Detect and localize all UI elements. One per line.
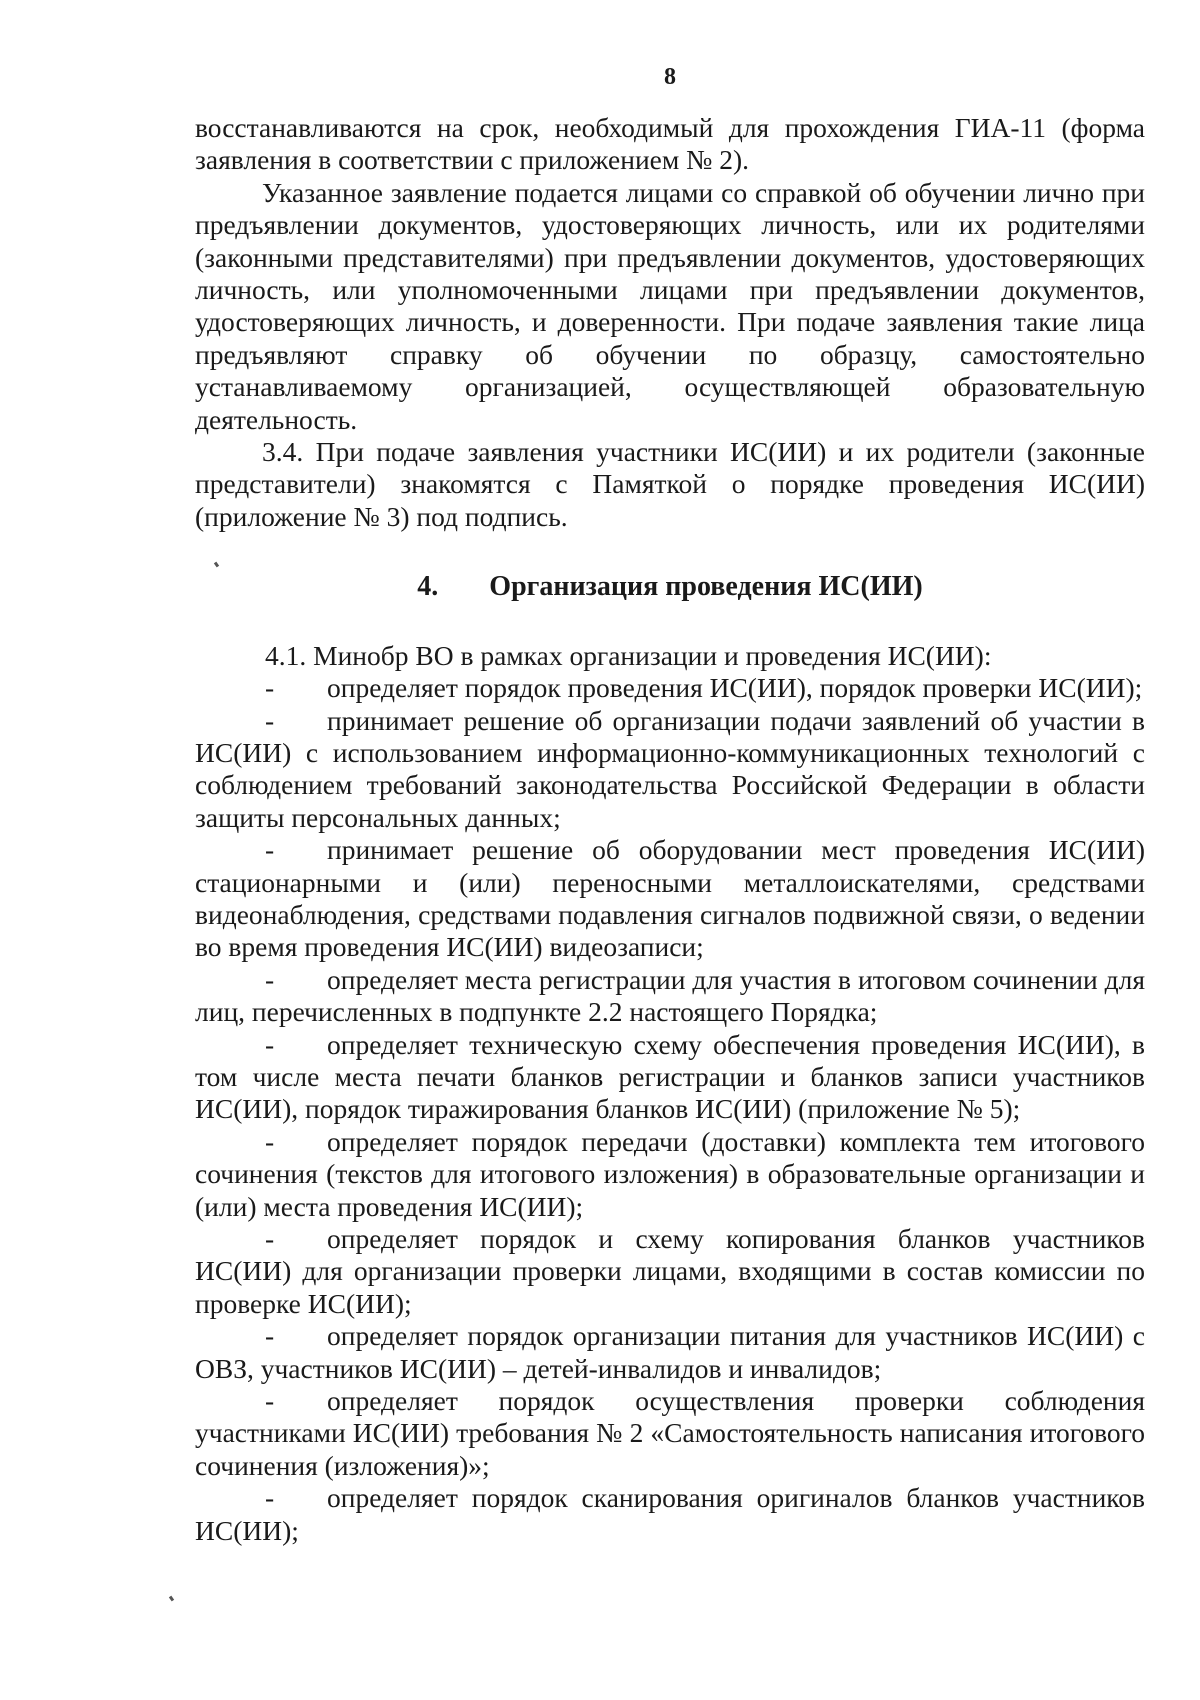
page-number: 8 <box>664 64 676 90</box>
list-item <box>195 964 1145 1029</box>
section-number: 4. <box>417 571 439 603</box>
list-item-text: определяет порядок и схему копирования бланков участников ИС(ИИ) для организации проверки лицами, входящими в состав комиссии по проверке ИС(ИИ); <box>195 1223 1145 1319</box>
scan-speck <box>169 1596 174 1602</box>
list-dash: - <box>265 1125 275 1157</box>
list-dash: - <box>265 1028 275 1060</box>
list-item-text: принимает решение об организации подачи заявлений об участии в ИС(ИИ) с использованием информационно-коммуникационных технологий с соблюдением требований законодательства Российской Федерации в области защиты персональных данных; <box>195 704 1145 833</box>
list-dash: - <box>265 1320 275 1352</box>
list-dash: - <box>265 704 275 736</box>
list-item-text: определяет порядок передачи (доставки) комплекта тем итогового сочинения (текстов для итогового изложения) в образовательные организации и (или) места проведения ИС(ИИ); <box>195 1125 1145 1222</box>
list-item <box>195 1223 1145 1320</box>
list-item-text: определяет места регистрации для участия в итоговом сочинении для лиц, перечисленных в подпункте 2.2 настоящего Порядка; <box>195 963 1145 1028</box>
document-body <box>195 112 1145 1547</box>
list-item <box>195 1029 1145 1126</box>
paragraph-continuation: восстанавливаются на срок, необходимый для прохождения ГИА-11 (форма заявления в соответствии с приложением № 2). <box>195 112 1145 176</box>
list-item <box>195 705 1145 835</box>
list-item-text: принимает решение об оборудовании мест проведения ИС(ИИ) стационарными и (или) переносными металлоискателями, средствами видеонаблюдения, средствами подавления сигналов подвижной связи, о ведении во время проведения ИС(ИИ) видеозаписи; <box>195 834 1145 963</box>
list-item <box>195 1126 1145 1223</box>
paragraph-4-1: 4.1. Минобр ВО в рамках организации и проведения ИС(ИИ): <box>265 639 992 671</box>
list-dash: - <box>265 672 275 704</box>
list-dash: - <box>265 1482 275 1514</box>
section-title: Организация проведения ИС(ИИ) <box>489 571 923 603</box>
paragraph-application-submission: Указанное заявление подается лицами со справкой об обучении лично при предъявлении документов, удостоверяющих личность, или их родителями (законными представителями) при предъявлении документов, удостоверяющих личность, или уполномоченными лицами при предъявлении документов, удостоверяющих личность, и доверенности. При подаче заявления такие лица предъявляют справку об обучении по образцу, самостоятельно устанавливаемому организацией, осуществляющей образовательную деятельность. <box>195 176 1145 435</box>
list-dash: - <box>265 963 275 995</box>
list-item-text: определяет порядок проведения ИС(ИИ), порядок проверки ИС(ИИ); <box>327 672 1143 704</box>
section-heading <box>195 571 1145 603</box>
list-item-text: определяет техническую схему обеспечения проведения ИС(ИИ), в том числе места печати бланков регистрации и бланков записи участников ИС(ИИ), порядок тиражирования бланков ИС(ИИ) (приложение № 5); <box>195 1028 1145 1125</box>
list-dash: - <box>265 834 275 866</box>
list-item <box>195 672 1145 704</box>
list-item-text: определяет порядок осуществления проверки соблюдения участниками ИС(ИИ) требования № 2 «Самостоятельность написания итогового сочинения (изложения)»; <box>195 1385 1145 1481</box>
list-item-text: определяет порядок организации питания для участников ИС(ИИ) с ОВЗ, участников ИС(ИИ) – детей-инвалидов и инвалидов; <box>195 1320 1145 1384</box>
list-dash: - <box>265 1385 275 1417</box>
list-item <box>195 1482 1145 1547</box>
list-item <box>195 834 1145 964</box>
list-item <box>195 1320 1145 1385</box>
duties-list <box>195 672 1145 1547</box>
list-item <box>195 1385 1145 1482</box>
list-item-text: определяет порядок сканирования оригиналов бланков участников ИС(ИИ); <box>195 1482 1145 1546</box>
list-dash: - <box>265 1223 275 1254</box>
paragraph-3-4: 3.4. При подаче заявления участники ИС(ИИ) и их родители (законные представители) знакомятся с Памяткой о порядке проведения ИС(ИИ) (приложение № 3) под подпись. <box>195 436 1145 532</box>
